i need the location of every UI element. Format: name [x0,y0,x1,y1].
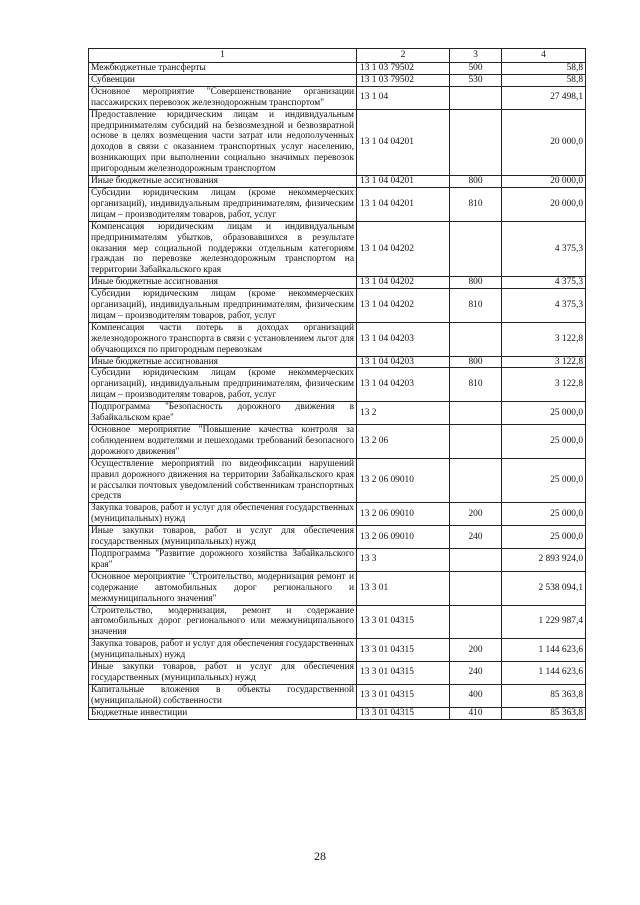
row-code-cell: 13 2 06 09010 [357,503,450,526]
row-code-cell: 13 2 06 09010 [357,526,450,549]
table-row [89,402,586,425]
row-code-cell: 13 1 04 04203 [357,356,450,368]
table-row [89,74,586,86]
row-code-cell: 13 3 01 04315 [357,605,450,639]
row-code-cell: 13 3 01 [357,571,450,605]
row-type-cell: 200 [450,639,502,662]
row-code-cell: 13 2 06 [357,425,450,459]
row-type-cell: 500 [450,63,502,75]
row-amount-cell: 25 000,0 [502,503,586,526]
row-amount-cell: 1 144 623,6 [502,662,586,685]
row-type-cell: 240 [450,526,502,549]
header-col-3: 3 [450,49,502,63]
row-amount-cell: 2 893 924,0 [502,548,586,571]
row-code-cell: 13 1 03 79502 [357,74,450,86]
row-name-cell: Закупка товаров, работ и услуг для обеспечения государственных (муниципальных) нужд [89,639,357,662]
row-code-cell: 13 1 03 79502 [357,63,450,75]
table-row [89,605,586,639]
row-type-cell [450,322,502,356]
table-row [89,425,586,459]
row-code-cell: 13 3 01 04315 [357,707,450,719]
table-row [89,322,586,356]
row-code-cell: 13 3 [357,548,450,571]
row-amount-cell: 58,8 [502,63,586,75]
row-name-cell: Межбюджетные трансферты [89,63,357,75]
row-amount-cell: 4 375,3 [502,221,586,277]
row-name-cell: Предоставление юридическим лицам и индивидуальным предпринимателям субсидий на безвозмездной и безвозвратной основе в целях возмещения части затрат или недополученных доходов в связи с оказанием транспортных услуг населению, возникающих при выполнении социально значимых перевозок пригородным железнодорожным транспортом [89,109,357,175]
table-row [89,368,586,402]
header-col-4: 4 [502,49,586,63]
row-name-cell: Субсидии юридическим лицам (кроме некоммерческих организаций), индивидуальным предпринимателям, физическим лицам – производителям товаров, работ, услуг [89,289,357,323]
row-name-cell: Закупка товаров, работ и услуг для обеспечения государственных (муниципальных) нужд [89,503,357,526]
table-row [89,63,586,75]
row-name-cell: Компенсация части потерь в доходах организаций железнодорожного транспорта в связи с установлением льгот для обучающихся по пригородным перевозкам [89,322,357,356]
table-row [89,86,586,109]
row-type-cell: 400 [450,684,502,707]
row-name-cell: Субвенции [89,74,357,86]
row-type-cell [450,548,502,571]
row-amount-cell: 27 498,1 [502,86,586,109]
row-type-cell: 530 [450,74,502,86]
row-code-cell: 13 1 04 04202 [357,277,450,289]
row-type-cell: 810 [450,187,502,221]
row-name-cell: Подпрограмма "Безопасность дорожного движения в Забайкальском крае" [89,402,357,425]
row-amount-cell: 4 375,3 [502,277,586,289]
row-name-cell: Иные бюджетные ассигнования [89,356,357,368]
table-row [89,707,586,719]
row-amount-cell: 1 229 987,4 [502,605,586,639]
row-amount-cell: 25 000,0 [502,458,586,503]
row-amount-cell: 4 375,3 [502,289,586,323]
row-amount-cell: 85 363,8 [502,684,586,707]
row-name-cell: Иные закупки товаров, работ и услуг для обеспечения государственных (муниципальных) нужд [89,526,357,549]
header-col-2: 2 [357,49,450,63]
table-row [89,503,586,526]
row-code-cell: 13 1 04 04201 [357,187,450,221]
row-code-cell: 13 1 04 04201 [357,109,450,175]
row-type-cell [450,571,502,605]
row-amount-cell: 25 000,0 [502,526,586,549]
row-amount-cell: 3 122,8 [502,322,586,356]
row-type-cell: 800 [450,176,502,188]
row-amount-cell: 58,8 [502,74,586,86]
row-name-cell: Иные бюджетные ассигнования [89,277,357,289]
row-amount-cell: 20 000,0 [502,176,586,188]
row-name-cell: Капитальные вложения в объекты государственной (муниципальной) собственности [89,684,357,707]
page-number: 28 [314,849,326,863]
row-type-cell [450,109,502,175]
row-type-cell: 800 [450,277,502,289]
row-amount-cell: 3 122,8 [502,356,586,368]
row-name-cell: Осуществление мероприятий по видеофиксации нарушений правил дорожного движения на территории Забайкальского края и рассылки почтовых уведомлений собственникам транспортных средств [89,458,357,503]
row-name-cell: Основное мероприятие "Повышение качества контроля за соблюдением водителями и пешеходами требований безопасного дорожного движения" [89,425,357,459]
row-amount-cell: 85 363,8 [502,707,586,719]
row-code-cell: 13 1 04 04201 [357,176,450,188]
row-amount-cell: 20 000,0 [502,109,586,175]
table-row [89,109,586,175]
row-type-cell: 410 [450,707,502,719]
table-row [89,639,586,662]
table-row [89,356,586,368]
row-name-cell: Строительство, модернизация, ремонт и содержание автомобильных дорог регионального или межмуниципального значения [89,605,357,639]
row-type-cell [450,425,502,459]
row-code-cell: 13 1 04 04203 [357,322,450,356]
header-col-1: 1 [89,49,357,63]
table-row [89,571,586,605]
table-row [89,458,586,503]
table-row [89,176,586,188]
header-row [89,49,586,63]
row-name-cell: Основное мероприятие "Строительство, модернизация ремонт и содержание автомобильных дорог регионального и межмуниципального значения" [89,571,357,605]
row-name-cell: Бюджетные инвестиции [89,707,357,719]
row-type-cell: 800 [450,356,502,368]
row-amount-cell: 1 144 623,6 [502,639,586,662]
row-code-cell: 13 3 01 04315 [357,684,450,707]
row-type-cell: 810 [450,289,502,323]
row-code-cell: 13 2 [357,402,450,425]
table-row [89,289,586,323]
row-type-cell [450,221,502,277]
row-amount-cell: 25 000,0 [502,425,586,459]
budget-table [88,48,586,720]
row-name-cell: Субсидии юридическим лицам (кроме некоммерческих организаций), индивидуальным предпринимателям, физическим лицам – производителям товаров, работ, услуг [89,187,357,221]
row-name-cell: Иные закупки товаров, работ и услуг для обеспечения государственных (муниципальных) нужд [89,662,357,685]
row-code-cell: 13 3 01 04315 [357,639,450,662]
row-type-cell [450,402,502,425]
row-type-cell: 240 [450,662,502,685]
row-amount-cell: 3 122,8 [502,368,586,402]
row-code-cell: 13 1 04 04202 [357,289,450,323]
table-row [89,277,586,289]
table-body [89,63,586,720]
budget-table-container [88,48,585,720]
row-type-cell: 200 [450,503,502,526]
row-amount-cell: 25 000,0 [502,402,586,425]
row-type-cell [450,605,502,639]
table-row [89,221,586,277]
row-name-cell: Подпрограмма "Развитие дорожного хозяйства Забайкальского края" [89,548,357,571]
row-name-cell: Основное мероприятие "Совершенствование организации пассажирских перевозок железнодорожным транспортом" [89,86,357,109]
row-name-cell: Субсидии юридическим лицам (кроме некоммерческих организаций), индивидуальным предпринимателям, физическим лицам – производителям товаров, работ, услуг [89,368,357,402]
table-row [89,662,586,685]
row-code-cell: 13 3 01 04315 [357,662,450,685]
table-row [89,548,586,571]
row-code-cell: 13 1 04 04202 [357,221,450,277]
row-amount-cell: 20 000,0 [502,187,586,221]
row-name-cell: Компенсация юридическим лицам и индивидуальным предпринимателям убытков, образовавшихся в результате оказания мер социальной поддержки отдельным категориям граждан по перевозке железнодорожным транспортом на территории Забайкальского края [89,221,357,277]
row-type-cell: 810 [450,368,502,402]
table-row [89,684,586,707]
table-row [89,526,586,549]
row-name-cell: Иные бюджетные ассигнования [89,176,357,188]
row-type-cell [450,86,502,109]
row-amount-cell: 2 538 094,1 [502,571,586,605]
row-code-cell: 13 1 04 04203 [357,368,450,402]
row-type-cell [450,458,502,503]
table-row [89,187,586,221]
row-code-cell: 13 1 04 [357,86,450,109]
row-code-cell: 13 2 06 09010 [357,458,450,503]
